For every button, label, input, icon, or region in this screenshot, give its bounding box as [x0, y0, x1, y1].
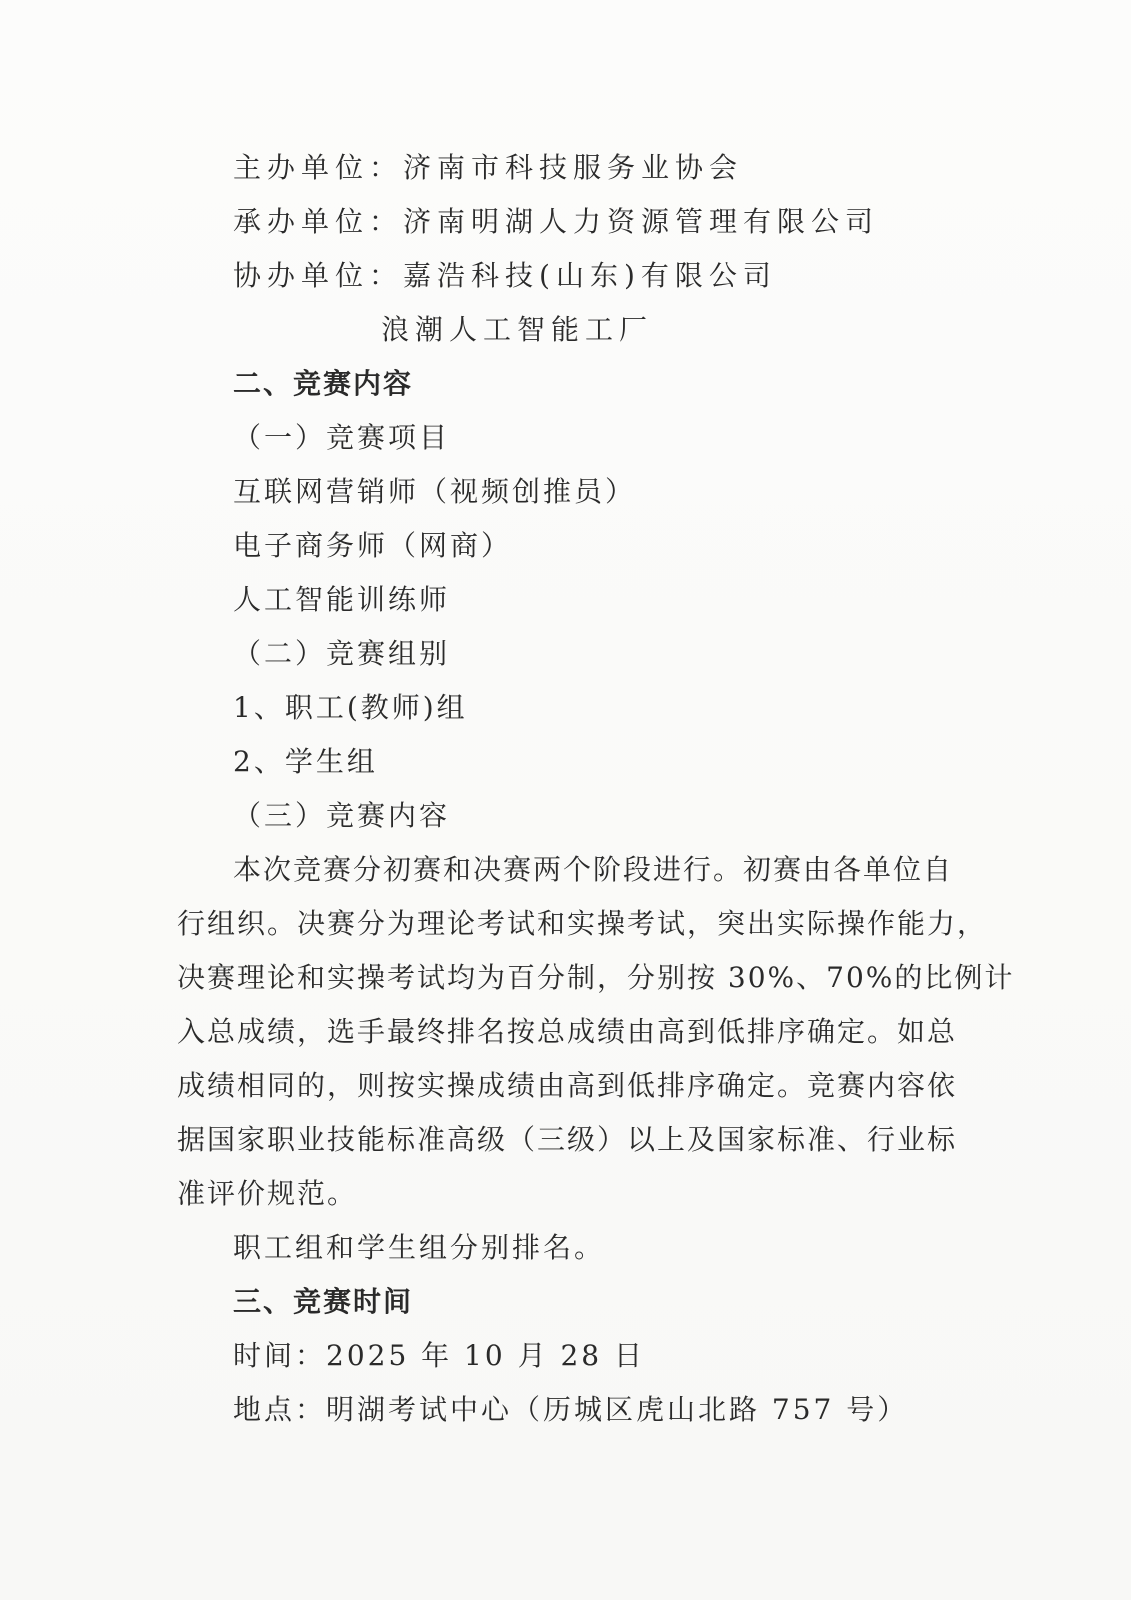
host-row [233, 148, 743, 188]
organizer-label: 承办单位： [233, 205, 404, 238]
competition-time: 时间：2025 年 10 月 28 日 [233, 1339, 646, 1372]
paragraph-line: 成绩相同的，则按实操成绩由高到低排序确定。竞赛内容依 [177, 1069, 958, 1102]
organizer-row [233, 202, 879, 242]
host-value: 济南市科技服务业协会 [403, 151, 744, 184]
co-organizer-row [233, 256, 777, 296]
project-item: 人工智能训练师 [233, 583, 451, 616]
paragraph-line: 本次竞赛分初赛和决赛两个阶段进行。初赛由各单位自 [233, 853, 954, 886]
competition-place: 地点：明湖考试中心（历城区虎山北路 757 号） [233, 1393, 909, 1426]
co-organizer-value-1: 嘉浩科技(山东)有限公司 [403, 259, 777, 292]
subsection-content: （三）竞赛内容 [233, 799, 451, 832]
paragraph-line: 决赛理论和实操考试均为百分制，分别按 30%、70%的比例计 [177, 961, 1015, 994]
section-3-heading: 三、竞赛时间 [233, 1285, 414, 1318]
subsection-groups: （二）竞赛组别 [233, 637, 451, 670]
group-item: 1、职工(教师)组 [233, 691, 468, 724]
group-item: 2、学生组 [233, 745, 378, 778]
section-2-heading: 二、竞赛内容 [233, 367, 414, 400]
paragraph-line: 据国家职业技能标准高级（三级）以上及国家标准、行业标 [177, 1123, 958, 1156]
co-organizer-value-2: 浪潮人工智能工厂 [381, 313, 654, 346]
ranking-note: 职工组和学生组分别排名。 [233, 1231, 606, 1264]
subsection-projects: （一）竞赛项目 [233, 421, 451, 454]
project-item: 电子商务师（网商） [233, 529, 513, 562]
paragraph-line: 行组织。决赛分为理论考试和实操考试，突出实际操作能力， [177, 907, 988, 940]
host-label: 主办单位： [233, 151, 404, 184]
paragraph-line: 入总成绩，选手最终排名按总成绩由高到低排序确定。如总 [177, 1015, 958, 1048]
project-item: 互联网营销师（视频创推员） [233, 475, 637, 508]
paragraph-line: 准评价规范。 [177, 1177, 358, 1210]
organizer-value: 济南明湖人力资源管理有限公司 [403, 205, 880, 238]
co-organizer-label: 协办单位： [233, 259, 404, 292]
